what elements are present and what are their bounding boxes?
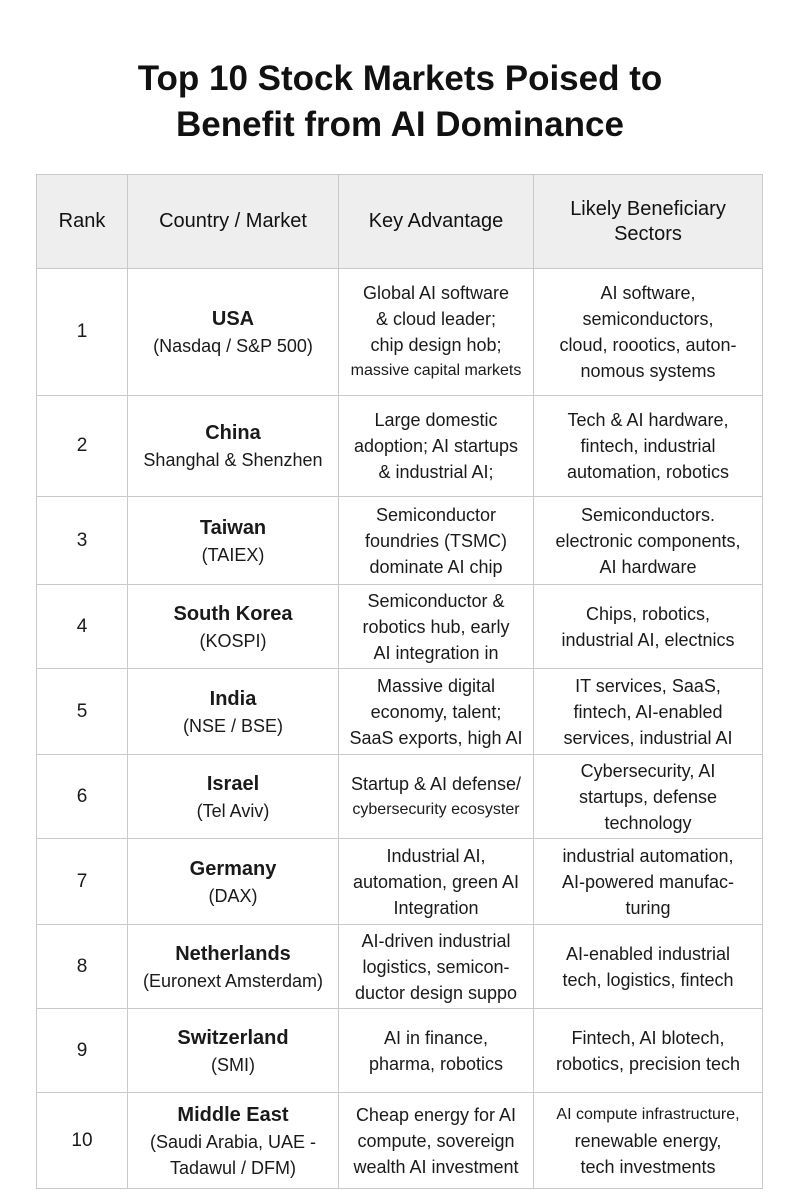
country-cell <box>128 669 339 755</box>
advantage-line: SaaS exports, high AI <box>349 727 523 748</box>
sectors-cell <box>534 585 763 669</box>
market-name: (Nasdaq / S&P 500) <box>153 336 313 356</box>
table-row <box>37 839 763 925</box>
rank-cell: 2 <box>37 396 128 497</box>
advantage-line: economy, talent; <box>370 701 502 722</box>
advantage-cell <box>339 585 534 669</box>
sectors-line: Semiconductors. <box>580 504 716 525</box>
advantage-cell <box>339 497 534 585</box>
country-name: Germany <box>189 857 277 880</box>
country-name: Switzerland <box>177 1026 289 1049</box>
header-beneficiary-sectors <box>534 175 763 269</box>
rank-cell: 1 <box>37 269 128 396</box>
country-cell <box>128 755 339 839</box>
country-name: China <box>205 422 261 444</box>
country-name: Israel <box>206 772 260 795</box>
sectors-line: Fintech, AI blotech, <box>571 1027 725 1048</box>
sectors-cell <box>534 497 763 585</box>
market-name: (SMI) <box>211 1054 255 1075</box>
country-name: Netherlands <box>175 942 291 965</box>
table-row <box>37 585 763 669</box>
rank-cell: 4 <box>37 585 128 669</box>
sectors-line: fintech, AI-enabled <box>573 701 723 722</box>
advantage-line: Industrial AI, <box>386 845 486 866</box>
market-name: (KOSPI) <box>199 630 267 651</box>
advantage-line: Semiconductor & <box>367 590 505 611</box>
advantage-line: foundries (TSMC) <box>364 530 508 551</box>
advantage-line: compute, sovereign <box>357 1130 515 1151</box>
advantage-line: Semiconductor <box>375 504 497 525</box>
advantage-line: adoption; AI startups <box>353 436 519 456</box>
rank-cell: 5 <box>37 669 128 755</box>
sectors-line: Cybersecurity, AI <box>580 760 716 781</box>
advantage-cell <box>339 1009 534 1093</box>
table-header-row <box>37 175 763 269</box>
sectors-line: nomous systems <box>580 361 716 381</box>
sectors-line: industrial automation, <box>562 845 734 866</box>
table-row <box>37 925 763 1009</box>
country-cell <box>128 839 339 925</box>
header-rank: Rank <box>37 175 128 269</box>
sectors-line: AI hardware <box>599 556 697 577</box>
country-name: South Korea <box>173 602 293 625</box>
sectors-line: Tech & AI hardware, <box>567 410 729 430</box>
advantage-line: ductor design suppo <box>354 982 518 1003</box>
sectors-cell <box>534 1093 763 1189</box>
sectors-line: industrial AI, electnics <box>561 629 735 650</box>
table-row <box>37 1093 763 1189</box>
header-key-advantage: Key Advantage <box>339 175 534 269</box>
advantage-line: automation, green AI <box>352 871 520 892</box>
advantage-line: AI in finance, <box>383 1027 489 1048</box>
sectors-line: startups, defense <box>578 786 718 807</box>
country-cell <box>128 1009 339 1093</box>
title-line-1: Top 10 Stock Markets Poised to <box>137 59 663 98</box>
sectors-line: IT services, SaaS, <box>575 675 721 696</box>
sectors-cell <box>534 269 763 396</box>
advantage-cell <box>339 269 534 396</box>
sectors-line: renewable energy, <box>574 1130 722 1151</box>
market-name: (Saudi Arabia, UAE - <box>149 1131 317 1152</box>
advantage-line: AI integration in <box>373 642 499 663</box>
sectors-line: semiconductors, <box>582 309 714 329</box>
rank-cell: 9 <box>37 1009 128 1093</box>
advantage-cell <box>339 925 534 1009</box>
sectors-line: technology <box>604 812 692 833</box>
table-row <box>37 396 763 497</box>
advantage-line: Massive digital <box>376 675 496 696</box>
title-line-2: Benefit from AI Dominance <box>176 105 624 144</box>
page-title <box>0 56 800 148</box>
advantage-cell <box>339 669 534 755</box>
market-name-line-2: Tadawul / DFM) <box>169 1157 297 1178</box>
header-beneficiary-sectors-line-1: Likely Beneficiary <box>570 197 726 220</box>
table-row <box>37 669 763 755</box>
sectors-line: cloud, roootics, auton- <box>559 335 737 355</box>
header-beneficiary-sectors-line-2: Sectors <box>614 222 682 245</box>
rank-cell: 3 <box>37 497 128 585</box>
sectors-line: robotics, precision tech <box>555 1053 741 1074</box>
country-cell <box>128 497 339 585</box>
advantage-line: & cloud leader; <box>375 309 497 329</box>
advantage-line: pharma, robotics <box>368 1053 504 1074</box>
sectors-cell <box>534 1009 763 1093</box>
advantage-cell <box>339 396 534 497</box>
sectors-line: fintech, industrial <box>580 436 716 456</box>
market-name: (NSE / BSE) <box>182 715 284 736</box>
advantage-line: Large domestic <box>374 410 498 430</box>
sectors-line: automation, robotics <box>566 462 730 482</box>
sectors-cell <box>534 669 763 755</box>
country-cell <box>128 269 339 396</box>
sectors-line: tech investments <box>580 1156 716 1177</box>
rank-cell: 7 <box>37 839 128 925</box>
advantage-line: logistics, semicon- <box>362 956 510 977</box>
country-cell <box>128 925 339 1009</box>
advantage-cell <box>339 1093 534 1189</box>
sectors-line: electronic components, <box>555 530 741 551</box>
advantage-line: Integration <box>393 897 479 918</box>
rank-cell: 6 <box>37 755 128 839</box>
advantage-line: chip design hob; <box>370 335 502 355</box>
advantage-line: Cheap energy for AI <box>355 1104 517 1125</box>
market-name: (Euronext Amsterdam) <box>142 970 324 991</box>
market-name: (Tel Aviv) <box>196 800 270 821</box>
sectors-cell <box>534 396 763 497</box>
country-cell <box>128 396 339 497</box>
table-row <box>37 497 763 585</box>
country-cell <box>128 585 339 669</box>
rank-cell: 10 <box>37 1093 128 1189</box>
country-cell <box>128 1093 339 1189</box>
advantage-line: massive capital markets <box>350 362 522 379</box>
advantage-cell <box>339 755 534 839</box>
sectors-cell <box>534 839 763 925</box>
sectors-line: Chips, robotics, <box>585 603 711 624</box>
sectors-line: AI-powered manufac- <box>561 871 735 892</box>
markets-table <box>36 174 763 1189</box>
sectors-line: turing <box>625 897 671 918</box>
sectors-cell <box>534 925 763 1009</box>
sectors-line: AI compute infrastructure, <box>556 1105 740 1123</box>
sectors-line: AI-enabled industrial <box>565 943 731 964</box>
advantage-line: & industrial AI; <box>378 462 494 482</box>
country-name: Middle East <box>177 1103 289 1126</box>
advantage-line: dominate AI chip <box>369 556 503 577</box>
country-name: Taiwan <box>199 516 267 539</box>
country-name: USA <box>211 308 255 330</box>
table-row <box>37 1009 763 1093</box>
header-country-market: Country / Market <box>128 175 339 269</box>
country-name: India <box>209 687 257 710</box>
advantage-line: robotics hub, early <box>362 616 510 637</box>
advantage-line: Global AI software <box>362 283 510 303</box>
market-name: (TAIEX) <box>201 544 265 565</box>
rank-cell: 8 <box>37 925 128 1009</box>
market-name: (DAX) <box>208 885 258 906</box>
advantage-cell <box>339 839 534 925</box>
sectors-line: tech, logistics, fintech <box>562 969 734 990</box>
advantage-line: cybersecurity ecosyster <box>352 800 520 818</box>
sectors-line: AI software, <box>600 283 696 303</box>
table-row <box>37 269 763 396</box>
advantage-line: Startup & AI defense/ <box>350 773 522 794</box>
advantage-line: AI-driven industrial <box>361 930 511 951</box>
sectors-cell <box>534 755 763 839</box>
market-name: Shanghal & Shenzhen <box>143 450 323 470</box>
advantage-line: wealth AI investment <box>353 1156 519 1177</box>
table-row <box>37 755 763 839</box>
sectors-line: services, industrial AI <box>563 727 733 748</box>
